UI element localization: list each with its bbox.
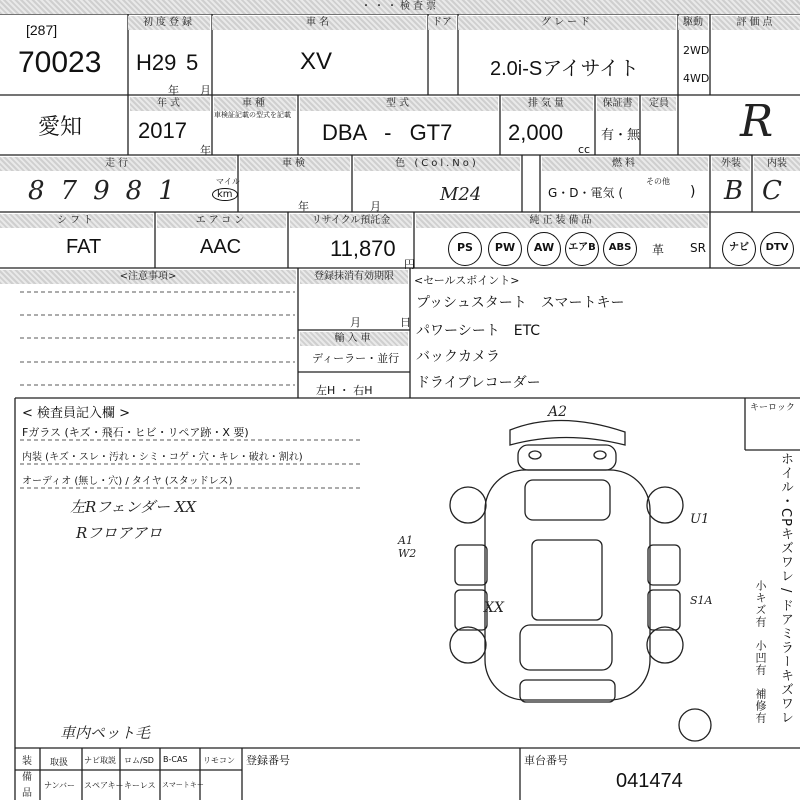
sales-point-1: プッシュスタート スマートキー <box>416 295 625 311</box>
legend-vertical-2: 小キズ有 小凹有 補修有 <box>754 580 767 724</box>
label-warranty: 保証書 <box>597 97 638 111</box>
label-score: 評価点 <box>712 16 800 30</box>
label-dereg: 登録抹消有効期限 <box>300 270 408 284</box>
chassis-label: 車台番号 <box>524 754 568 767</box>
equip-aw: AW <box>527 232 561 266</box>
label-equipment: 純正装備品 <box>416 214 708 228</box>
score-value: R <box>740 96 774 147</box>
label-inspection: 車検 <box>240 157 350 171</box>
aircon-value: AAC <box>200 236 242 258</box>
displacement-unit: cc <box>578 143 591 156</box>
diagram-s1a: S1A <box>690 594 713 607</box>
label-body-type: 車種 <box>214 97 296 111</box>
label-grade: グレード <box>458 16 676 30</box>
interior-score: C <box>762 176 782 206</box>
warranty-value: 有・無 <box>601 128 641 143</box>
label-shift: シフト <box>0 214 153 228</box>
hand-note-1: 左Rフェンダー XX <box>70 498 197 516</box>
equip-dtv: DTV <box>760 232 794 266</box>
inspection-year-unit: 年 <box>298 200 309 213</box>
bottom-tag-3: 品 <box>22 788 32 799</box>
bottom-label-smartkey: スマートキー <box>162 781 204 789</box>
year-unit: 年 <box>200 144 211 157</box>
bottom-label-navi: ナビ取説 <box>84 756 116 765</box>
bottom-label-rom: ロム/SD <box>124 756 154 765</box>
fuel-value: G・D・電気 ( <box>548 186 624 200</box>
label-exterior: 外装 <box>712 157 750 171</box>
first-reg-era: H29 <box>136 50 177 75</box>
label-interior: 内装 <box>754 157 800 171</box>
mileage-value: 87981 <box>28 176 191 206</box>
equip-sr: SR <box>690 241 706 255</box>
equip-leather: 革 <box>652 243 665 257</box>
fuel-close: ) <box>690 184 696 200</box>
bottom-label-remote: リモコン <box>203 756 235 765</box>
label-notes: <注意事項> <box>0 270 296 284</box>
hand-note-2: Rフロアアロ <box>76 524 163 542</box>
dereg-day: 日 <box>400 316 411 329</box>
inspector-line-interior: 内装 (キズ・スレ・汚れ・シミ・コゲ・穴・キレ・破れ・割れ) <box>22 452 303 463</box>
region: 愛知 <box>38 114 83 139</box>
label-displacement: 排気量 <box>502 97 593 111</box>
recycle-value: 11,870 <box>330 236 396 261</box>
chassis-number: 041474 <box>616 770 683 792</box>
diagram-u1: U1 <box>690 512 710 527</box>
katashiki-value: DBA - GT7 <box>322 120 453 145</box>
shift-value: FAT <box>66 236 102 258</box>
model-name: XV <box>300 48 333 75</box>
import-handle: 左H ・ 右H <box>316 384 373 397</box>
bottom-label-keyless: キーレス <box>124 781 156 790</box>
lot-small: [287] <box>26 22 58 38</box>
equip-airbag: エアB <box>565 232 599 266</box>
bottom-tag-1: 装 <box>22 756 32 767</box>
inspection-month-unit: 月 <box>370 200 381 213</box>
bottom-label-number: ナンバー <box>44 781 76 790</box>
inspector-title: < 検査員記入欄 > <box>22 406 131 421</box>
color-code: M24 <box>440 184 482 205</box>
diagram-xx: XX <box>484 600 504 616</box>
label-year: 年式 <box>130 97 210 111</box>
equip-pw: PW <box>488 232 522 266</box>
label-model: 車名 <box>212 16 426 30</box>
first-reg-year-unit: 年 <box>168 84 179 97</box>
inspector-line-audio: オーディオ (無し・穴) / タイヤ (スタッドレス) <box>22 476 233 487</box>
label-katashiki: 型式 <box>300 97 498 111</box>
grade-name: 2.0i-Sアイサイト <box>490 58 640 80</box>
hand-note-3: 車内ペット毛 <box>60 724 151 742</box>
mileage-unit-mile: マイル <box>216 177 240 186</box>
fuel-other-label: その他 <box>646 177 670 186</box>
sales-point-4: ドライブレコーダー <box>416 375 541 391</box>
equip-ps: PS <box>448 232 482 266</box>
first-reg-month: 5 <box>186 50 199 75</box>
label-color: 色 (Col.No) <box>354 157 520 171</box>
bottom-tag-2: 備 <box>22 772 32 783</box>
label-mileage: 走行 <box>0 157 236 171</box>
sales-point-2: パワーシート ETC <box>416 323 541 339</box>
mileage-unit-km: km <box>212 188 238 201</box>
sales-point-3: バックカメラ <box>416 349 500 365</box>
key-lock-label: キーロック <box>750 403 795 413</box>
bottom-label-bcas: B-CAS <box>163 755 188 764</box>
label-import: 輸入車 <box>300 332 408 346</box>
drive-2wd: 2WD <box>683 44 710 57</box>
bottom-label-manual: 取扱 <box>50 758 69 768</box>
recycle-unit: 円 <box>404 258 415 271</box>
label-drive: 駆動 <box>678 16 708 30</box>
katashiki-note: 車検証記載の型式を記載 <box>214 111 291 119</box>
diagram-a2: A2 <box>548 404 568 420</box>
reg-number-label: 登録番号 <box>246 754 290 767</box>
displacement-value: 2,000 <box>508 120 564 145</box>
inspector-line-glass: Fガラス (キズ・飛石・ヒビ・リペア跡・X 要) <box>22 426 249 439</box>
label-fuel: 燃料 <box>542 157 708 171</box>
form-title: ・・・検査票 <box>0 0 800 14</box>
year-value: 2017 <box>138 118 187 143</box>
equip-abs: ABS <box>603 232 637 266</box>
label-door: ドア <box>428 16 456 30</box>
equip-navi: ナビ <box>722 232 756 266</box>
label-first-reg: 初度登録 <box>128 16 210 30</box>
import-dealer: ディーラー・並行 <box>312 352 400 365</box>
drive-4wd: 4WD <box>683 72 710 85</box>
diagram-a1w2: A1 W2 <box>398 534 417 560</box>
label-recycle: リサイクル預託金 <box>290 214 412 228</box>
label-sales-points: <セールスポイント> <box>414 274 520 287</box>
lot-number: 70023 <box>18 46 102 79</box>
dereg-month: 月 <box>350 316 361 329</box>
first-reg-month-unit: 月 <box>200 84 211 97</box>
label-capacity: 定員 <box>642 97 676 111</box>
legend-vertical-1: ホイル・CPキズワレ / ドアミラーキズワレ <box>778 452 793 725</box>
exterior-score: B <box>724 176 744 206</box>
label-aircon: エアコン <box>157 214 286 228</box>
bottom-label-spare: スペアキー <box>84 781 124 790</box>
